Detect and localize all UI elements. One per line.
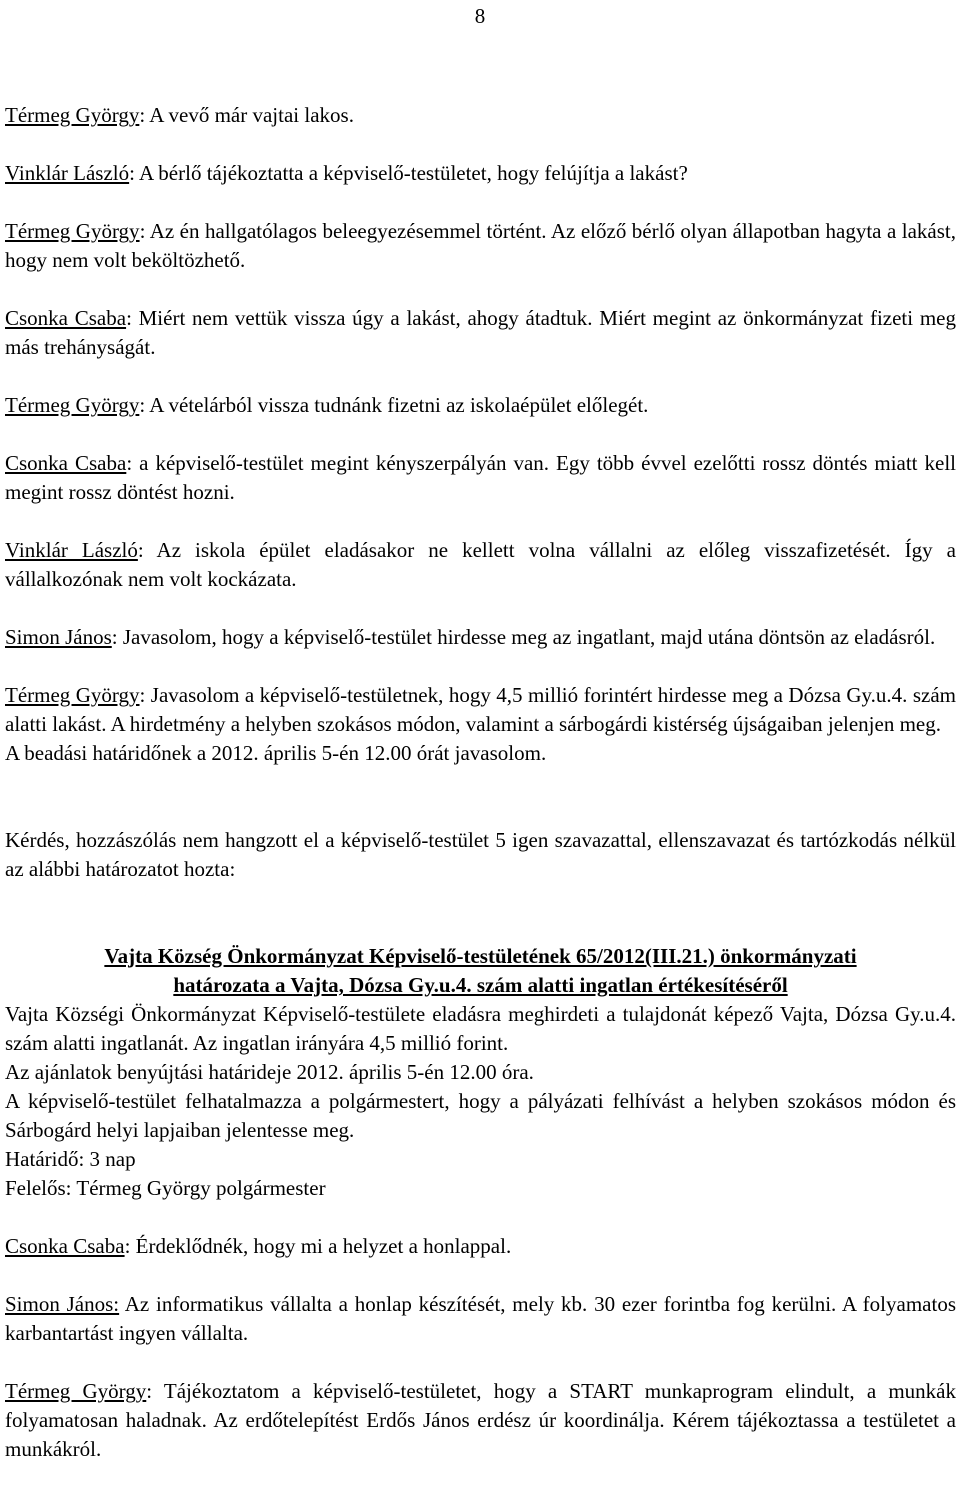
vote-statement: Kérdés, hozzászólás nem hangzott el a képviselő-testület 5 igen szavazattal, ellenszavazat és tartózkodás nélkül az alábbi határozatot hozta: — [5, 828, 956, 881]
statement-11 — [5, 1290, 956, 1348]
statement-10 — [5, 1232, 956, 1261]
statement-7 — [5, 536, 956, 594]
speaker-name: Térmeg György — [5, 393, 140, 417]
statement-text: : Javasolom a képviselő-testületnek, hogy 4,5 millió forintért hirdesse meg a Dózsa Gy.u.4. szám alatti lakást. A hirdetmény a helyben szokásos módon, valamint a sárbogárdi kistérség újságaiban jelenjen meg. — [5, 683, 956, 736]
statement-text: : Az én hallgatólagos beleegyezésemmel történt. Az előző bérlő olyan állapotban hagyta a lakást, hogy nem volt beköltözhető. — [5, 219, 957, 272]
speaker-name: Vinklár László — [5, 538, 138, 562]
statement-text: Az informatikus vállalta a honlap készítését, mely kb. 30 ezer forintba fog kerülni. A folyamatos karbantartást ingyen vállalta. — [5, 1292, 956, 1345]
statement-text: : Az iskola épület eladásakor ne kellett volna vállalni az előleg visszafizetését. Így a vállalkozónak nem volt kockázata. — [5, 538, 956, 591]
speaker-name: Csonka Csaba — [5, 451, 127, 475]
statement-text: : A bérlő tájékoztatta a képviselő-testületet, hogy felújítja a lakást? — [129, 161, 688, 185]
speaker-name: Térmeg György — [5, 1379, 147, 1403]
speaker-name: Térmeg György — [5, 683, 140, 707]
resolution-body-3: A képviselő-testület felhatalmazza a polgármestert, hogy a pályázati felhívást a helyben szokásos módon és Sárbogárd helyi lapjaiban jelentesse meg. — [5, 1089, 956, 1142]
speaker-name: Vinklár László — [5, 161, 130, 185]
resolution-responsible: Felelős: Térmeg György polgármester — [5, 1176, 326, 1200]
statement-5 — [5, 391, 956, 420]
speaker-name: Térmeg György — [5, 219, 140, 243]
page-number: 8 — [474, 4, 486, 28]
statement-text: : A vételárból vissza tudnánk fizetni az iskolaépület előlegét. — [139, 393, 649, 417]
resolution-body-1: Vajta Községi Önkormányzat Képviselő-testülete eladásra meghirdeti a tulajdonát képező Vajta, Dózsa Gy.u.4. szám alatti ingatlanát. Az ingatlan irányára 4,5 millió forint. — [5, 1002, 956, 1055]
statement-4 — [5, 304, 956, 362]
statement-text: : Javasolom, hogy a képviselő-testület hirdesse meg az ingatlant, majd utána döntsön az eladásról. — [111, 625, 936, 649]
document-body — [5, 101, 956, 1464]
statement-2 — [5, 159, 956, 188]
statement-3 — [5, 217, 956, 275]
resolution-body-2: Az ajánlatok benyújtási határideje 2012. április 5-én 12.00 óra. — [5, 1060, 534, 1084]
speaker-name: Simon János — [5, 625, 112, 649]
speaker-name: Csonka Csaba — [5, 306, 127, 330]
statement-text: : A vevő már vajtai lakos. — [139, 103, 354, 127]
speaker-name: Csonka Csaba — [5, 1234, 125, 1258]
statement-text: : a képviselő-testület megint kényszerpályán van. Egy több évvel ezelőtti rossz döntés miatt kell megint rossz döntést hozni. — [5, 451, 956, 504]
statement-6 — [5, 449, 956, 507]
statement-text: : Tájékoztatom a képviselő-testületet, hogy a START munkaprogram elindult, a munkák folyamatosan haladnak. Az erdőtelepítést Erdős János erdész úr koordinálja. Kérem tájékoztassa a testületet a munkákról. — [5, 1379, 957, 1461]
statement-text: : Érdeklődnék, hogy mi a helyzet a honlappal. — [124, 1234, 512, 1258]
speaker-name: Térmeg György — [5, 103, 140, 127]
statement-12 — [5, 1377, 956, 1464]
deadline-proposal: A beadási határidőnek a 2012. április 5-én 12.00 órát javasolom. — [5, 741, 547, 765]
statement-1 — [5, 101, 956, 130]
resolution-title-line2: határozata a Vajta, Dózsa Gy.u.4. szám alatti ingatlan értékesítéséről — [173, 973, 788, 997]
statement-8 — [5, 623, 956, 652]
resolution-deadline: Határidő: 3 nap — [5, 1147, 136, 1171]
statement-text: : Miért nem vettük vissza úgy a lakást, ahogy átadtuk. Miért megint az önkormányzat fizeti meg más trehányságát. — [5, 306, 956, 359]
speaker-name: Simon János: — [5, 1292, 120, 1316]
resolution-title-line1: Vajta Község Önkormányzat Képviselő-testületének 65/2012(III.21.) önkormányzati — [104, 944, 857, 968]
statement-9 — [5, 681, 956, 739]
